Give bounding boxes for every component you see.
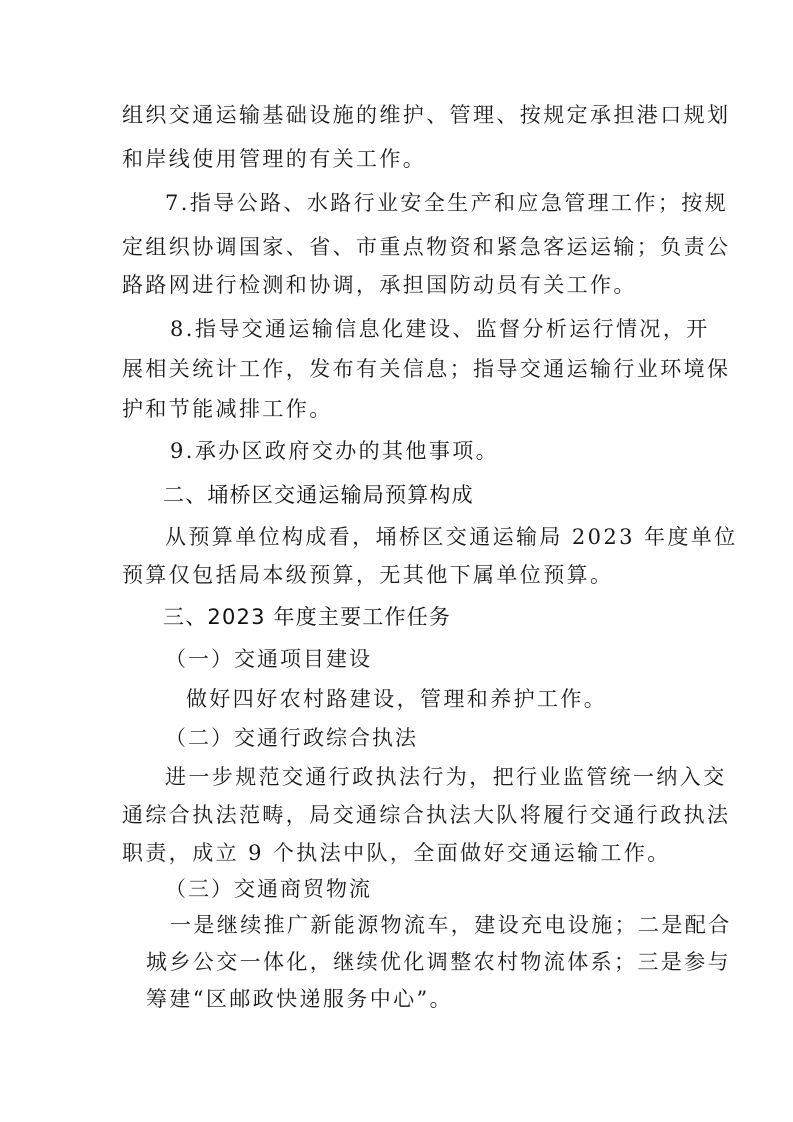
paragraph-line: 做好四好农村路建设，管理和养护工作。 xyxy=(186,687,608,711)
subheading-3: （三）交通商贸物流 xyxy=(165,877,372,901)
paragraph-line: 和岸线使用管理的有关工作。 xyxy=(122,147,427,171)
paragraph-line: 组织交通运输基础设施的维护、管理、按规定承担港口规划 xyxy=(122,103,731,127)
paragraph-line: 护和节能减排工作。 xyxy=(122,397,333,421)
paragraph-line: 进一步规范交通行政执法行为，把行业监管统一纳入交 xyxy=(165,765,727,789)
list-item-9: 9.承办区政府交办的其他事项。 xyxy=(170,439,500,463)
section-heading-3: 三、2023 年度主要工作任务 xyxy=(163,605,452,629)
paragraph-line: 预算仅包括局本级预算，无其他下属单位预算。 xyxy=(122,563,614,587)
paragraph-line: 筹建“区邮政快递服务中心”。 xyxy=(146,987,454,1011)
paragraph-line: 路路网进行检测和协调，承担国防动员有关工作。 xyxy=(122,273,637,297)
paragraph-line: 通综合执法范畴，局交通综合执法大队将履行交通行政执法 xyxy=(122,803,731,827)
paragraph-line: 从预算单位构成看，埇桥区交通运输局 2023 年度单位 xyxy=(165,525,738,549)
subheading-2: （二）交通行政综合执法 xyxy=(165,726,418,750)
subheading-1: （一）交通项目建设 xyxy=(165,647,372,671)
paragraph-line: 城乡公交一体化，继续优化调整农村物流体系；三是参与 xyxy=(146,950,731,974)
paragraph-line: 一是继续推广新能源物流车，建设充电设施；二是配合 xyxy=(170,913,732,937)
paragraph-line: 定组织协调国家、省、市重点物资和紧急客运运输；负责公 xyxy=(122,235,731,259)
list-item-7: 7.指导公路、水路行业安全生产和应急管理工作；按规 xyxy=(165,191,729,215)
list-item-8: 8.指导交通运输信息化建设、监督分析运行情况，开 xyxy=(170,317,710,341)
paragraph-line: 展相关统计工作，发布有关信息；指导交通运输行业环境保 xyxy=(122,357,731,381)
section-heading-2: 二、埇桥区交通运输局预算构成 xyxy=(163,483,474,507)
paragraph-line: 职责，成立 9 个执法中队，全面做好交通运输工作。 xyxy=(122,841,671,865)
